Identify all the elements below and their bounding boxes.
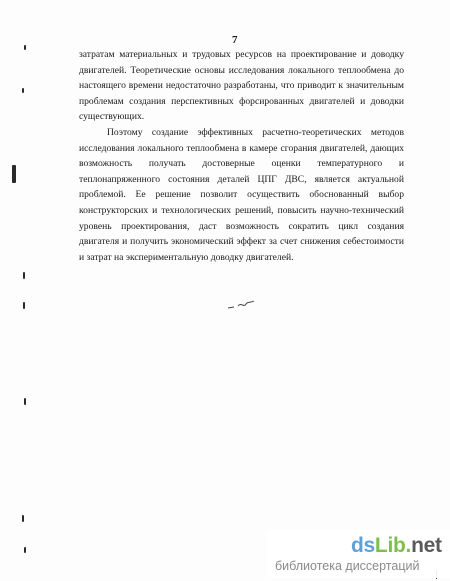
scan-artifact xyxy=(24,547,26,553)
logo-lib: Lib xyxy=(374,534,406,557)
paragraph-2: Поэтому создание эффективных расчетно-теоретических методов исследования локального теплообмена в камере сгорания двигателей, дающих возможность получать достоверные оценки температурного и теплонапряженного состояния деталей ЦПГ ДВС, является актуальной проблемой. Ее решение позволит осуществить обоснованный выбор конструкторских и технологических решений, повысить научно-технический уровень проектирования, даст возможность сократить цикл создания двигателя и получить экономический эффект за счет снижения себестоимости и затрат на экспериментальную доводку двигателей. xyxy=(79,127,404,263)
page-number: 7 xyxy=(232,34,238,46)
watermark xyxy=(267,530,450,578)
scan-artifact xyxy=(24,45,26,50)
scan-artifact xyxy=(12,165,16,183)
watermark-tagline: библиотека диссертаций xyxy=(275,559,420,573)
scan-artifact xyxy=(22,88,24,93)
scan-artifact xyxy=(22,515,24,522)
scan-artifact xyxy=(23,272,25,279)
watermark-logo xyxy=(351,534,442,558)
scan-artifact xyxy=(23,302,25,309)
logo-net: net xyxy=(411,534,442,557)
paragraph-1: затратам материальных и трудовых ресурсов на проектирование и доводку двигателей. Теоретические основы исследования локального теплообмена до настоящего времени недостаточно разработаны, что приводит к значительным проблемам создания перспективных форсированных двигателей и доводки существующих. xyxy=(79,49,404,123)
pen-squiggle xyxy=(226,298,256,312)
logo-dot: . xyxy=(405,534,412,557)
logo-ds: ds xyxy=(351,534,375,557)
scan-artifact xyxy=(24,398,26,405)
